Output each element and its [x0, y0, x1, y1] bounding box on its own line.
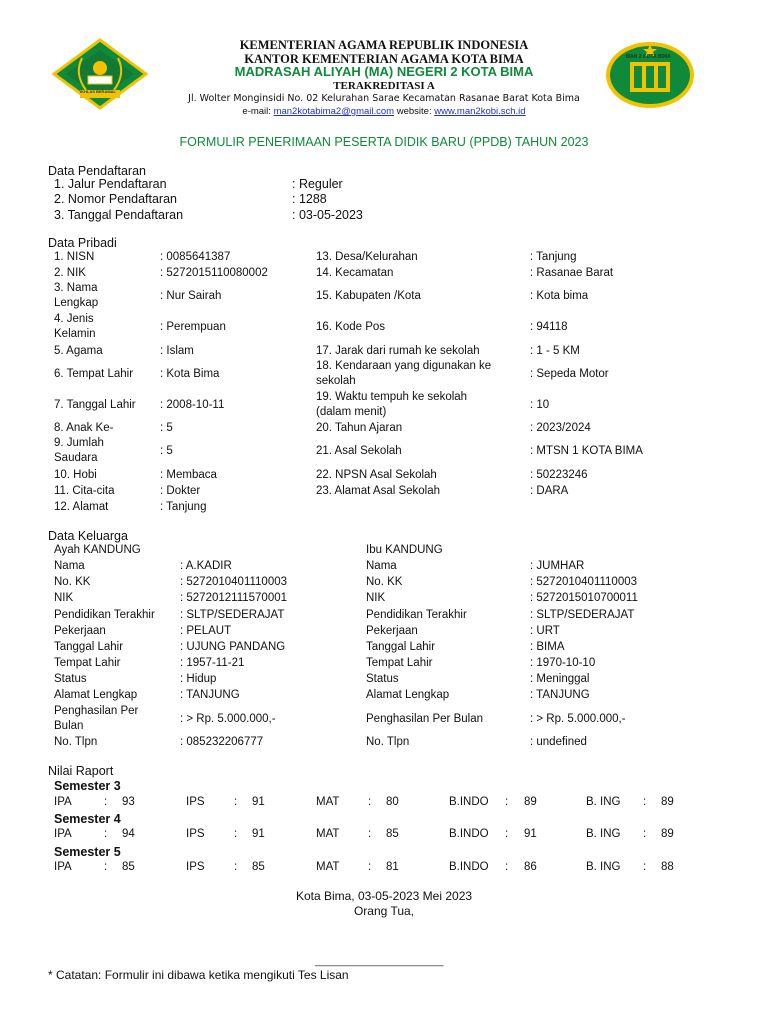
ibu-label: Pendidikan Terakhir — [366, 609, 467, 621]
ibu-label: Alamat Lengkap — [366, 689, 450, 701]
ministry-heading: KEMENTERIAN AGAMA REPUBLIK INDONESIA — [239, 38, 529, 52]
pribadi-value: : Membaca — [160, 469, 217, 481]
score-separator: : — [368, 796, 372, 808]
semester-name: Semester 5 — [54, 845, 121, 859]
pribadi-label: 12. Alamat — [54, 501, 109, 513]
score-separator: : — [643, 828, 647, 840]
pribadi-value: : Perempuan — [160, 321, 226, 333]
ayah-value: : > Rp. 5.000.000,- — [180, 713, 276, 725]
ayah-label: Pekerjaan — [54, 625, 106, 637]
form-title: FORMULIR PENERIMAAN PESERTA DIDIK BARU (PPDB) TAHUN 2023 — [179, 135, 589, 149]
pribadi-label: 7. Tanggal Lahir — [54, 399, 136, 411]
pribadi-value: : 0085641387 — [160, 251, 231, 263]
score-subject: B.INDO — [449, 796, 489, 808]
ibu-value: : > Rp. 5.000.000,- — [530, 713, 626, 725]
score-separator: : — [234, 796, 238, 808]
score-value: 85 — [122, 861, 135, 873]
ayah-label: NIK — [54, 592, 74, 604]
ayah-label: Pendidikan Terakhir — [54, 609, 155, 621]
score-subject: MAT — [316, 796, 340, 808]
pendaftaran-value: : 03-05-2023 — [292, 208, 363, 222]
section-pendaftaran: Data Pendaftaran — [48, 164, 146, 178]
ayah-label-cont: Bulan — [54, 720, 84, 732]
ibu-value: : 1970-10-10 — [530, 657, 596, 669]
pribadi-value: : Kota Bima — [160, 368, 220, 380]
pribadi-label: 6. Tempat Lahir — [54, 368, 134, 380]
pribadi-label: 15. Kabupaten /Kota — [316, 290, 421, 302]
score-value: 80 — [386, 796, 399, 808]
ibu-value: : SLTP/SEDERAJAT — [530, 609, 635, 621]
pribadi-label: 3. Nama — [54, 282, 98, 294]
pribadi-value: : 50223246 — [530, 469, 588, 481]
pribadi-label-cont: (dalam menit) — [316, 406, 387, 418]
ibu-label: Nama — [366, 560, 397, 572]
score-subject: IPS — [186, 861, 205, 873]
pendaftaran-label: 3. Tanggal Pendaftaran — [54, 208, 184, 222]
score-separator: : — [234, 828, 238, 840]
pribadi-label: 13. Desa/Kelurahan — [316, 251, 418, 263]
pribadi-value: : Tanjung — [530, 251, 577, 263]
score-value: 94 — [122, 828, 135, 840]
pribadi-value: : Dokter — [160, 485, 201, 497]
signature-role: Orang Tua, — [353, 904, 415, 918]
score-subject: B.INDO — [449, 861, 489, 873]
ibu-value: : 5272015010700011 — [530, 592, 638, 604]
score-value: 86 — [524, 861, 537, 873]
score-value: 88 — [661, 861, 674, 873]
pribadi-value: : Rasanae Barat — [530, 267, 614, 279]
ibu-label: Penghasilan Per Bulan — [366, 713, 483, 725]
email-label: e-mail: — [242, 106, 274, 117]
score-value: 89 — [524, 796, 537, 808]
pendaftaran-label: 2. Nomor Pendaftaran — [54, 192, 177, 206]
ayah-value: : A.KADIR — [180, 560, 232, 572]
pribadi-label: 8. Anak Ke- — [54, 422, 114, 434]
pribadi-label: 19. Waktu tempuh ke sekolah — [316, 391, 468, 403]
ayah-label: Nama — [54, 560, 85, 572]
score-subject: MAT — [316, 861, 340, 873]
pribadi-value: : Sepeda Motor — [530, 368, 609, 380]
score-subject: B. ING — [586, 828, 621, 840]
score-separator: : — [104, 828, 108, 840]
ibu-label: NIK — [366, 592, 386, 604]
email-link[interactable]: man2kotabima2@gmail.com — [273, 106, 395, 117]
score-separator: : — [505, 796, 509, 808]
pendaftaran-label: 1. Jalur Pendaftaran — [54, 177, 167, 191]
score-subject: IPS — [186, 796, 205, 808]
pribadi-value: : Kota bima — [530, 290, 589, 302]
ibu-label: No. KK — [366, 576, 403, 588]
ayah-value: : Hidup — [180, 673, 217, 685]
score-subject: IPS — [186, 828, 205, 840]
pribadi-value: : 10 — [530, 399, 550, 411]
accreditation: TERAKREDITASI A — [333, 80, 435, 92]
score-subject: IPA — [54, 861, 72, 873]
score-value: 91 — [252, 796, 265, 808]
pribadi-value: : Nur Sairah — [160, 290, 222, 302]
pribadi-label: 4. Jenis — [54, 313, 94, 325]
pribadi-label: 9. Jumlah — [54, 437, 104, 449]
pribadi-label: 1. NISN — [54, 251, 95, 263]
ibu-label: Tanggal Lahir — [366, 641, 436, 653]
signature-line: _____________________ — [315, 955, 444, 967]
pendaftaran-value: : Reguler — [292, 177, 343, 191]
pribadi-label: 22. NPSN Asal Sekolah — [316, 469, 437, 481]
score-subject: B. ING — [586, 796, 621, 808]
pribadi-value: : DARA — [530, 485, 569, 497]
pribadi-label: 2. NIK — [54, 267, 86, 279]
ayah-value: : 1957-11-21 — [180, 657, 245, 669]
ayah-label: Status — [54, 673, 87, 685]
pribadi-value: : 1 - 5 KM — [530, 345, 580, 357]
score-subject: B.INDO — [449, 828, 489, 840]
pribadi-label-cont: Kelamin — [54, 328, 96, 340]
pribadi-value: : 5 — [160, 422, 173, 434]
ayah-label: No. KK — [54, 576, 91, 588]
pendaftaran-value: : 1288 — [292, 192, 327, 206]
ayah-value: : 5272010401110003 — [180, 576, 288, 588]
ibu-label: Tempat Lahir — [366, 657, 433, 669]
pribadi-label: 16. Kode Pos — [316, 321, 386, 333]
pribadi-label: 14. Kecamatan — [316, 267, 394, 279]
school-logo-text: MAN 2 KOTA BIMA — [626, 54, 671, 60]
ibu-label: Status — [366, 673, 399, 685]
score-subject: IPA — [54, 828, 72, 840]
pribadi-label: 21. Asal Sekolah — [316, 445, 402, 457]
ayah-label: Tempat Lahir — [54, 657, 121, 669]
ayah-value: : UJUNG PANDANG — [180, 641, 286, 653]
pribadi-value: : Tanjung — [160, 501, 207, 513]
pribadi-label: 10. Hobi — [54, 469, 97, 481]
kemenag-logo-motto: IKHLAS BERAMAL — [80, 89, 116, 94]
pribadi-value: : 2008-10-11 — [160, 399, 225, 411]
score-value: 91 — [252, 828, 265, 840]
website-label: website: — [394, 106, 435, 117]
contact-line — [0, 106, 768, 117]
footnote: * Catatan: Formulir ini dibawa ketika mengikuti Tes Lisan — [48, 968, 349, 982]
ayah-value: : SLTP/SEDERAJAT — [180, 609, 285, 621]
school-name: MADRASAH ALIYAH (MA) NEGERI 2 KOTA BIMA — [234, 64, 534, 79]
score-value: 81 — [386, 861, 399, 873]
school-address: Jl. Wolter Monginsidi No. 02 Kelurahan Sarae Kecamatan Rasanae Barat Kota Bima — [188, 93, 580, 104]
pribadi-label: 23. Alamat Asal Sekolah — [316, 485, 441, 497]
score-value: 85 — [386, 828, 399, 840]
score-value: 91 — [524, 828, 537, 840]
score-value: 89 — [661, 828, 674, 840]
pribadi-value: : Islam — [160, 345, 194, 357]
pribadi-label-cont: Lengkap — [54, 297, 99, 309]
score-separator: : — [505, 828, 509, 840]
pribadi-label-cont: sekolah — [316, 375, 356, 387]
score-value: 89 — [661, 796, 674, 808]
pribadi-value: : 94118 — [530, 321, 568, 333]
score-value: 85 — [252, 861, 265, 873]
ayah-value: : PELAUT — [180, 625, 232, 637]
semester-name: Semester 4 — [54, 812, 121, 826]
score-value: 93 — [122, 796, 135, 808]
pribadi-label: 20. Tahun Ajaran — [316, 422, 403, 434]
score-separator: : — [505, 861, 509, 873]
ibu-label: No. Tlpn — [366, 736, 410, 748]
ibu-label: Pekerjaan — [366, 625, 418, 637]
section-keluarga: Data Keluarga — [48, 529, 128, 543]
pribadi-value: : 2023/2024 — [530, 422, 591, 434]
ayah-heading: Ayah KANDUNG — [54, 544, 141, 556]
ayah-label: Alamat Lengkap — [54, 689, 138, 701]
ayah-label: Tanggal Lahir — [54, 641, 124, 653]
ibu-value: : JUMHAR — [530, 560, 585, 572]
ibu-value: : TANJUNG — [530, 689, 590, 701]
score-subject: IPA — [54, 796, 72, 808]
score-separator: : — [104, 796, 108, 808]
office-heading: KANTOR KEMENTERIAN AGAMA KOTA BIMA — [244, 52, 524, 66]
ayah-value: : 085232206777 — [180, 736, 264, 748]
score-separator: : — [368, 828, 372, 840]
ibu-value: : 5272010401110003 — [530, 576, 638, 588]
score-separator: : — [643, 861, 647, 873]
ayah-label: No. Tlpn — [54, 736, 98, 748]
ibu-value: : URT — [530, 625, 560, 637]
pribadi-value: : 5 — [160, 445, 173, 457]
ibu-heading: Ibu KANDUNG — [366, 544, 443, 556]
score-separator: : — [234, 861, 238, 873]
website-link[interactable]: www.man2kobi.sch.id — [434, 106, 526, 117]
pribadi-value: : 5272015110080002 — [160, 267, 268, 279]
semester-name: Semester 3 — [54, 779, 121, 793]
ayah-value: : 5272012111570001 — [180, 592, 288, 604]
pribadi-label: 18. Kendaraan yang digunakan ke — [316, 360, 492, 372]
pribadi-label: 17. Jarak dari rumah ke sekolah — [316, 345, 480, 357]
score-separator: : — [643, 796, 647, 808]
ibu-value: : BIMA — [530, 641, 565, 653]
signature-place-date: Kota Bima, 03-05-2023 Mei 2023 — [295, 889, 473, 903]
pribadi-label: 11. Cita-cita — [54, 485, 115, 497]
score-subject: MAT — [316, 828, 340, 840]
pribadi-value: : MTSN 1 KOTA BIMA — [530, 445, 643, 457]
score-separator: : — [368, 861, 372, 873]
pribadi-label: 5. Agama — [54, 345, 103, 357]
section-pribadi: Data Pribadi — [48, 236, 117, 250]
section-raport: Nilai Raport — [48, 764, 114, 778]
ayah-label: Penghasilan Per — [54, 705, 139, 717]
ibu-value: : Meninggal — [530, 673, 590, 685]
score-separator: : — [104, 861, 108, 873]
pribadi-label-cont: Saudara — [54, 452, 98, 464]
score-subject: B. ING — [586, 861, 621, 873]
ibu-value: : undefined — [530, 736, 587, 748]
ayah-value: : TANJUNG — [180, 689, 240, 701]
